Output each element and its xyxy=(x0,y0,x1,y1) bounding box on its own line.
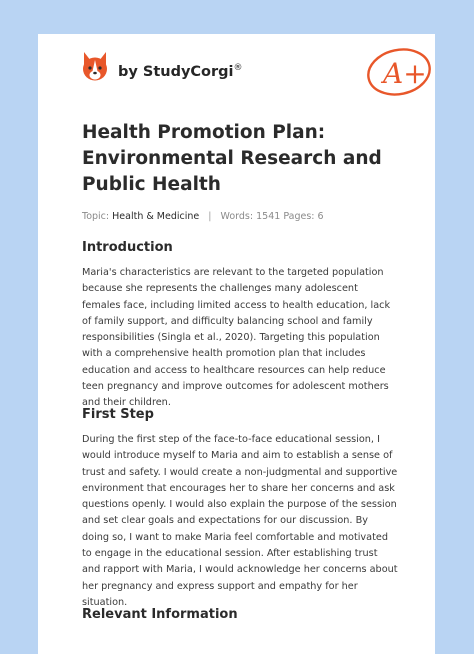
section-body-first-step: During the first step of the face-to-face educational session, I would introduce myself to Maria and aim to establish a sense of trust and safety. I would create a non-judgmental and supportive environment that encourages her to share her concerns and ask questions openly. I would also explain the purpose of the session and set clear goals and expectations for our discussion. By doing so, I want to make Maria feel comfortable and motivated to engage in the educational session. After establishing trust and rapport with Maria, I would acknowledge her concerns about her pregnancy and express support and empathy for her situation. xyxy=(82,434,398,608)
document-page xyxy=(38,34,435,654)
meta-separator: | xyxy=(208,211,212,222)
document-meta xyxy=(82,211,324,222)
grade-badge-icon xyxy=(364,43,435,97)
grade-badge-text: A+ xyxy=(383,57,427,90)
words-label: Words: xyxy=(220,211,254,222)
pages-label: Pages: xyxy=(283,211,315,222)
section-heading-introduction: Introduction xyxy=(82,240,173,255)
words-value: 1541 xyxy=(256,211,281,222)
header xyxy=(38,34,435,114)
brand-text: by StudyCorgi xyxy=(118,63,234,80)
section-heading-relevant-information: Relevant Information xyxy=(82,607,238,622)
document-title: Health Promotion Plan: Environmental Research and Public Health xyxy=(82,122,382,195)
section-heading-first-step: First Step xyxy=(82,407,154,422)
brand-name[interactable] xyxy=(118,63,243,80)
section-body-introduction: Maria's characteristics are relevant to the targeted population because she represents the challenges many adolescent females face, including limited access to health education, lack of family support, and difficulty balancing school and family responsibilities (Singla et al., 2020). Targeting this population with a comprehensive health promotion plan that includes education and access to healthcare resources can help reduce teen pregnancy and improve outcomes for adolescent mothers and their children. xyxy=(82,267,391,409)
registered-mark: ® xyxy=(233,63,243,73)
topic-value[interactable]: Health & Medicine xyxy=(112,211,200,222)
pages-value: 6 xyxy=(317,211,324,222)
topic-label: Topic: xyxy=(82,211,110,222)
corgi-logo-icon[interactable] xyxy=(80,50,110,82)
